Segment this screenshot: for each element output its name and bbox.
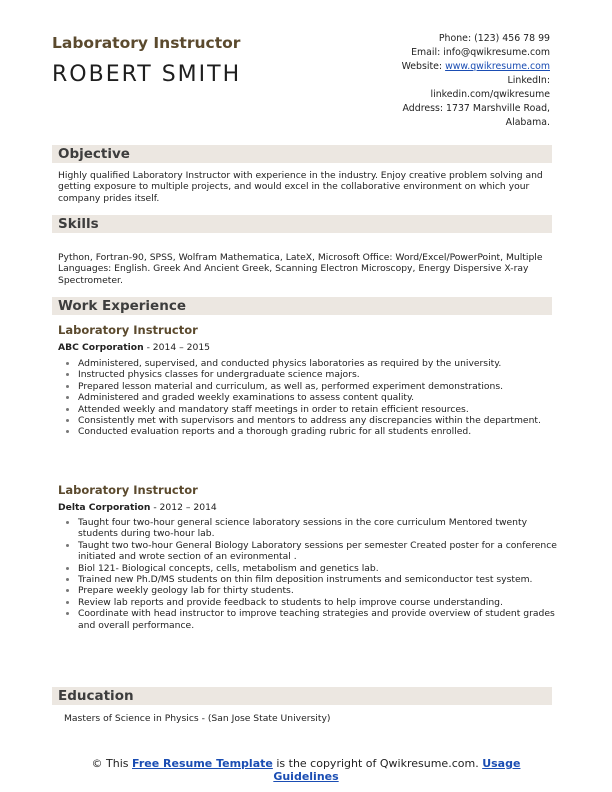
contact-address: [310, 102, 550, 116]
job-2-company: [58, 502, 217, 513]
list-item: • Coordinate with head instructor to improve teaching strategies and provide overview of student grades and overall performance.: [78, 608, 564, 631]
contact-block: [310, 32, 550, 130]
objective-title: Objective: [58, 146, 130, 162]
list-item: • Conducted evaluation reports and a thorough grading rubric for all students enrolled.: [78, 426, 564, 437]
work-experience-header: [52, 297, 552, 315]
list-item: • Biol 121- Biological concepts, cells, metabolism and genetics lab.: [78, 563, 564, 574]
list-item: • Consistently met with supervisors and mentors to address any discrepancies within the department.: [78, 415, 564, 426]
list-item: • Administered and graded weekly examinations to assess content quality.: [78, 392, 564, 403]
list-item: • Prepared lesson material and curriculum, as well as, performed experiment demonstrations.: [78, 381, 564, 392]
email-label: Email:: [411, 47, 441, 58]
education-header: [52, 687, 552, 705]
list-item: • Instructed physics classes for undergraduate science majors.: [78, 369, 564, 380]
education-entry: Masters of Science in Physics - (San Jose State University): [64, 713, 331, 724]
job-1-company-name: ABC Corporation: [58, 342, 144, 353]
footer-middle-text: is the copyright of Qwikresume.com.: [276, 757, 479, 770]
job-2-bullets: [64, 517, 564, 631]
work-experience-title: Work Experience: [58, 298, 186, 314]
phone-value: (123) 456 78 99: [474, 33, 550, 44]
list-item: • Administered, supervised, and conducted physics laboratories as required by the university.: [78, 358, 564, 369]
footer-copyright: © This: [91, 757, 129, 770]
contact-phone: [310, 32, 550, 46]
free-resume-template-link[interactable]: Free Resume Template: [132, 757, 273, 770]
address-label: Address:: [402, 103, 444, 114]
contact-website: [310, 60, 550, 74]
address-line-1: 1737 Marshville Road,: [446, 103, 550, 114]
objective-text: Highly qualified Laboratory Instructor with experience in the industry. Enjoy creative problem solving and getting exposure to multiple projects, and would excel in the collaborative environment on which your company prides itself.: [58, 170, 543, 204]
website-label: Website:: [401, 61, 443, 72]
contact-linkedin-label: LinkedIn:: [507, 75, 550, 86]
list-item: • Review lab reports and provide feedback to students to help improve course understanding.: [78, 597, 564, 608]
list-item: • Attended weekly and mandatory staff meetings in order to retain efficient resources.: [78, 404, 564, 415]
job-1-bullets: [64, 358, 564, 438]
list-item: • Trained new Ph.D/MS students on thin film deposition instruments and semiconductor test system.: [78, 574, 564, 585]
phone-label: Phone:: [438, 33, 472, 44]
job-title: Laboratory Instructor: [52, 34, 241, 52]
job-1-dates: - 2014 – 2015: [143, 342, 211, 353]
skills-text: Python, Fortran-90, SPSS, Wolfram Mathematica, LateX, Microsoft Office: Word/Excel/PowerPoint, Multiple Languages: English. Greek And Ancient Greek, Scanning Electron Microscopy, Energy Dispersive X-ray Spectrometer.: [58, 252, 543, 286]
job-1-company: [58, 342, 210, 353]
job-1-title: Laboratory Instructor: [58, 323, 198, 337]
candidate-name: ROBERT SMITH: [52, 62, 242, 87]
skills-header: [52, 215, 552, 233]
list-item: • Taught two two-hour General Biology Laboratory sessions per semester Created poster for a conference initiated and wrote section of an evironmental .: [78, 540, 564, 563]
footer: [0, 757, 612, 783]
contact-email: [310, 46, 550, 60]
job-2-dates: - 2012 – 2014: [150, 502, 217, 513]
list-item: • Taught four two-hour general science laboratory sessions in the core curriculum Mentored twenty students during two-hour lab.: [78, 517, 564, 540]
job-2-title: Laboratory Instructor: [58, 483, 198, 497]
usage-guidelines-link-line-2[interactable]: Guidelines: [273, 770, 339, 783]
job-2-company-name: Delta Corporation: [58, 502, 151, 513]
list-item: • Prepare weekly geology lab for thirty students.: [78, 585, 564, 596]
education-title: Education: [58, 688, 134, 704]
objective-header: [52, 145, 552, 163]
contact-linkedin: linkedin.com/qwikresume: [430, 89, 550, 100]
usage-guidelines-link[interactable]: Usage: [482, 757, 521, 770]
email-value: info@qwikresume.com: [443, 47, 550, 58]
skills-title: Skills: [58, 216, 99, 232]
website-link[interactable]: www.qwikresume.com: [445, 61, 550, 72]
contact-address-line-2: Alabama.: [505, 117, 550, 128]
